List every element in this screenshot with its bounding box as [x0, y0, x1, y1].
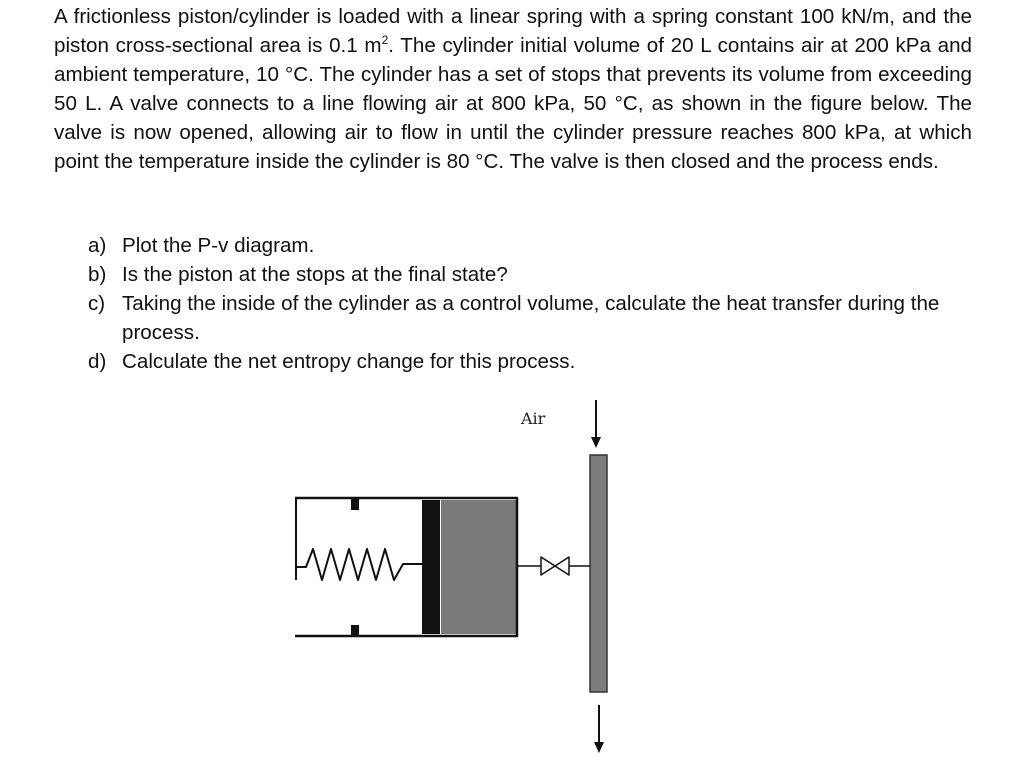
supply-line [590, 455, 607, 692]
piston [422, 500, 440, 634]
question-text: Plot the P-v diagram. [122, 234, 315, 257]
question-letter: b) [88, 263, 107, 286]
problem-continuation: . The cylinder initial volume of 20 L contains air at 200 kPa and ambient temperature, 10 °C. The cylinder has a set of stops that prevents its volume from exceeding 50 L. A valve connects to a line flowing air at 800 kPa, 50 °C, as shown in the figure below. The valve is now opened, allowing air to flow in until the cylinder pressure reaches 800 kPa, at which point the temperature inside the cylinder is 80 °C. The valve is then closed and the process ends. [54, 34, 972, 173]
top-stop [351, 498, 359, 510]
question-letter: c) [88, 292, 106, 315]
outlet-flow-arrow-head [594, 742, 604, 753]
question-text: Taking the inside of the cylinder as a control volume, calculate the heat transfer during the process. [122, 292, 940, 344]
question-text: Is the piston at the stops at the final state? [122, 263, 508, 286]
inlet-flow-arrow-head [591, 437, 601, 448]
valve-icon [541, 557, 569, 575]
bottom-stop [351, 625, 359, 636]
linear-spring [296, 549, 422, 580]
question-text: Calculate the net entropy change for this process. [122, 350, 576, 373]
air-line-label: Air [521, 409, 546, 428]
area-exponent: 2 [381, 33, 389, 47]
cylinder-gas [441, 500, 516, 634]
question-letter: d) [88, 350, 107, 373]
problem-intro: A frictionless piston/cylinder is loaded with a linear spring with a spring constant 100 kN/m, and the piston cross-sectional area is 0.1 m [54, 5, 972, 57]
question-letter: a) [88, 234, 107, 257]
